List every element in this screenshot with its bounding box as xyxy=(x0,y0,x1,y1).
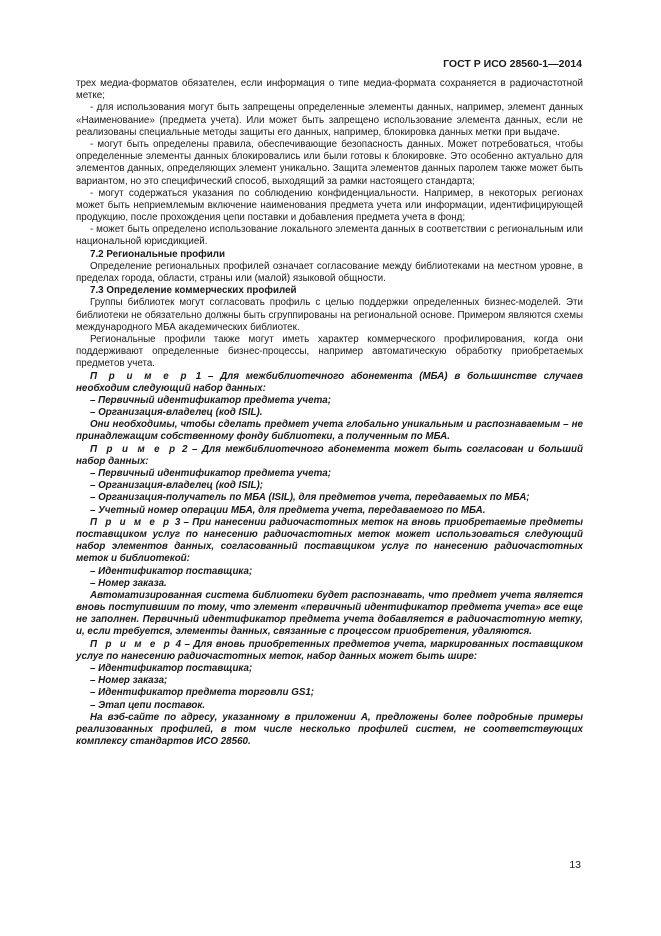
example-list-item: – Номер заказа. xyxy=(90,577,167,589)
example-heading xyxy=(76,517,583,566)
example-label: П р и м е р xyxy=(90,370,189,382)
section-heading: 7.3 Определение коммерческих профилей xyxy=(90,285,297,297)
example-list-item: – Первичный идентификатор предмета учета; xyxy=(90,394,332,406)
example-note: Они необходимы, чтобы сделать предмет учета глобально уникальным и распознаваемым – не принадлежащим собственному фонду библиотеки, а полученным по МБА. xyxy=(76,419,583,443)
list-item: - могут быть определены правила, обеспечивающие безопасность данных. Может потребоваться, чтобы определенные элементы данных блокировались или были готовы к блокировке. Это особенно актуально для элементов данных, определяющих элемент уникально. Защита элементов данных паролем также может быть вариантом, но это специфический способ, выходящий за рамки настоящего стандарта; xyxy=(76,138,583,187)
example-list-item: – Организация-владелец (код ISIL). xyxy=(90,407,263,419)
page-header: ГОСТ Р ИСО 28560-1—2014 xyxy=(443,58,582,70)
example-list-item: – Организация-получатель по МБА (ISIL), для предметов учета, передаваемых по МБА; xyxy=(90,492,530,504)
example-list-item: – Учетный номер операции МБА, для предмета учета, передаваемого по МБА. xyxy=(90,504,486,516)
example-text: 2 – Для межбиблиотечного абонемента может быть согласован и больший набор данных: xyxy=(76,443,583,467)
example-list-item: – Идентификатор предмета торговли GS1; xyxy=(90,687,315,699)
example-list-item: – Идентификатор поставщика; xyxy=(90,565,253,577)
example-heading xyxy=(76,444,583,468)
list-item: - могут содержаться указания по соблюдению конфиденциальности. Например, в некоторых регионах может быть неприемлемым включение наименования предмета учета или информации, идентифицирующей продукцию, после прохождения цепи поставки и добавления предмета учета в фонд; xyxy=(76,187,583,224)
list-item: - для использования могут быть запрещены определенные элементы данных, например, элемент данных «Наименование» (предмета учета). Или может быть запрещено использование элемента данных, если не реализованы специальные методы защиты его данных, например, блокировка данных метки при выдаче. xyxy=(76,102,583,138)
example-text: 1 – Для межбиблиотечного абонемента (МБА) в большинстве случаев необходим следующий набор данных: xyxy=(76,370,583,394)
example-label: П р и м е р xyxy=(90,638,173,650)
example-heading xyxy=(76,639,583,663)
example-label: П р и м е р xyxy=(90,443,178,455)
example-list-item: – Первичный идентификатор предмета учета; xyxy=(90,468,332,479)
paragraph: Группы библиотек могут согласовать профиль с целью поддержки определенных бизнес-моделей. Эти библиотеки не обязательно должны быть сгруппированы на региональной основе. Примером являются схемы международного МБА академических библиотек. xyxy=(76,297,583,333)
section-heading: 7.2 Региональные профили xyxy=(90,248,225,260)
example-list-item: – Идентификатор поставщика; xyxy=(90,663,253,674)
paragraph: Определение региональных профилей означает согласование между библиотеками на местном уровне, в пределах города, области, страны или (малой) языковой общности. xyxy=(76,260,583,284)
example-list-item: – Организация-владелец (код ISIL); xyxy=(90,480,264,492)
example-note: На вэб-сайте по адресу, указанному в приложении А, предложены более подробные примеры реализованных профилей, в том числе несколько профилей систем, не соответствующих комплексу стандартов ИСО 28560. xyxy=(76,711,583,748)
page-number: 13 xyxy=(569,859,581,871)
paragraph: Региональные профили также могут иметь характер коммерческого профилирования, когда они поддерживают определенные бизнес-процессы, например автоматическую обработку приобретаемых предметов учета. xyxy=(76,333,583,370)
list-item: - может быть определено использование локального элемента данных в соответствии с региональным или национальной юрисдикцией. xyxy=(76,224,583,248)
example-list-item: – Номер заказа; xyxy=(90,675,168,687)
document-body xyxy=(76,78,583,748)
example-heading xyxy=(76,371,583,395)
example-label: П р и м е р xyxy=(90,516,172,528)
example-note: Автоматизированная система библиотеки будет распознавать, что предмет учета является вновь поступившим по тому, что элемент «первичный идентификатор предмета учета» все еще не заполнен. Первичный идентификатор предмета учета добавляется в радиочастотную метку, и, если требуется, элементы данных, связанные с процессом приобретения, удаляются. xyxy=(76,589,583,638)
example-text: 4 – Для вновь приобретенных предметов учета, маркированных поставщиком услуг по нанесению радиочастотных меток, набор данных может быть шире: xyxy=(76,638,583,662)
paragraph: трех медиа-форматов обязателен, если информация о типе медиа-формата сохраняется в радиочастотной метке; xyxy=(76,78,583,102)
example-text: 3 – При нанесении радиочастотных меток на вновь приобретаемые предметы поставщиком услуг по нанесению радиочастотных меток может использоваться следующий набор элементов данных, согласованный поставщиком услуг по нанесению радиочастотных меток и библиотекой: xyxy=(76,516,583,565)
example-list-item: – Этап цепи поставок. xyxy=(90,699,206,711)
